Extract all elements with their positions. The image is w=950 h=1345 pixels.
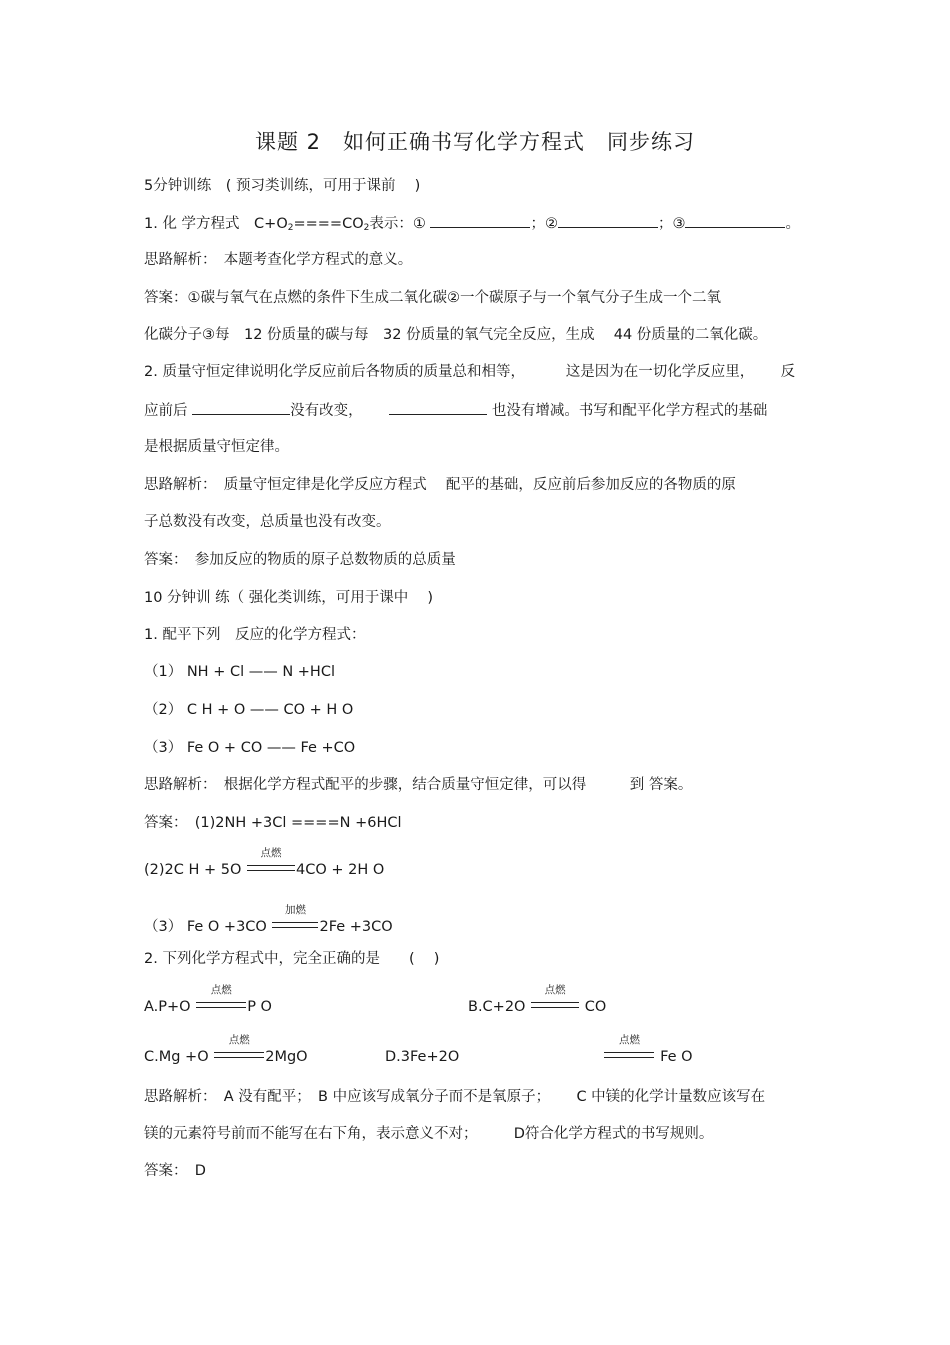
section-heading-5min: 5分钟训练 ( 预习类训练，可用于课前 ): [144, 178, 421, 194]
answer-blank[interactable]: [192, 400, 290, 415]
answer-text: 答案： 参加反应的物质的原子总数物质的总质量: [144, 552, 456, 568]
reaction-arrow: 点燃: [196, 997, 246, 1017]
answer-text: 答案： D: [144, 1163, 206, 1179]
question-1: 1. 化 学方程式 $C+O_2====CO_2$表示：① ；② ；③ 。: [144, 213, 800, 238]
equation-1: （1） NH + Cl —— N +HCl: [144, 664, 335, 680]
option-a: A.P+O 点燃 P O: [144, 984, 272, 1015]
option-d: D.3Fe+2O 点燃 Fe O: [385, 1034, 693, 1065]
practice-question-1: 1. 配平下列 反应的化学方程式：: [144, 627, 366, 643]
answer-blank[interactable]: [558, 213, 658, 228]
analysis-text: 思路解析： 根据化学方程式配平的步骤，结合质量守恒定律，可以得 到 答案。: [144, 777, 693, 793]
reaction-arrow: 点燃: [247, 860, 295, 880]
question-2: 2. 质量守恒定律说明化学反应前后各物质的质量总和相等， 这是因为在一切化学反应里， 反: [144, 364, 796, 380]
analysis-text: 子总数没有改变，总质量也没有改变。: [144, 514, 391, 530]
answer-text: 化碳分子③每 12 份质量的碳与每 32 份质量的氧气完全反应，生成 44 份质量的二氧化碳。: [144, 327, 768, 343]
reaction-arrow: 点燃: [531, 997, 579, 1017]
answer-blank[interactable]: [389, 400, 487, 415]
question-2-cont: 是根据质量守恒定律。: [144, 439, 289, 455]
answer-blank[interactable]: [430, 213, 530, 228]
equation-2: （2） C H + O —— CO + H O: [144, 702, 354, 718]
analysis-text: 思路解析： 质量守恒定律是化学反应方程式 配平的基础，反应前后参加反应的各物质的原: [144, 477, 736, 493]
answer-equation-3: （3） Fe O +3CO 加燃 2Fe +3CO: [144, 904, 393, 935]
page-title: 课题 2 如何正确书写化学方程式 同步练习: [254, 130, 696, 154]
answer-text: 答案：①碳与氧气在点燃的条件下生成二氧化碳②一个碳原子与一个氧气分子生成一个二氧: [144, 290, 721, 306]
answer-equation-1: 答案： (1)2NH +3Cl ====N +6HCl: [144, 815, 402, 831]
analysis-text: 思路解析： A 没有配平； B 中应该写成氧分子而不是氧原子； C 中镁的化学计量数应该写在: [144, 1089, 766, 1105]
reaction-arrow: 点燃: [214, 1047, 264, 1067]
question-2-cont: 应前后 没有改变， 也没有增减。书写和配平化学方程式的基础: [144, 400, 767, 421]
answer-blank[interactable]: [685, 213, 785, 228]
reaction-arrow: 加燃: [272, 917, 318, 937]
analysis-text: 镁的元素符号前而不能写在右下角，表示意义不对； D符合化学方程式的书写规则。: [144, 1126, 714, 1142]
section-heading-10min: 10 分钟训 练（ 强化类训练，可用于课中 ): [144, 590, 434, 606]
option-b: B.C+2O 点燃 CO: [468, 984, 607, 1015]
answer-equation-2: (2)2C H + 5O 点燃 4CO + 2H O: [144, 847, 385, 878]
reaction-arrow: 点燃: [604, 1047, 654, 1067]
equation-3: （3） Fe O + CO —— Fe +CO: [144, 740, 356, 756]
analysis-text: 思路解析： 本题考查化学方程式的意义。: [144, 252, 413, 268]
practice-question-2: 2. 下列化学方程式中，完全正确的是 ( ): [144, 951, 440, 967]
option-c: C.Mg +O 点燃 2MgO: [144, 1034, 308, 1065]
